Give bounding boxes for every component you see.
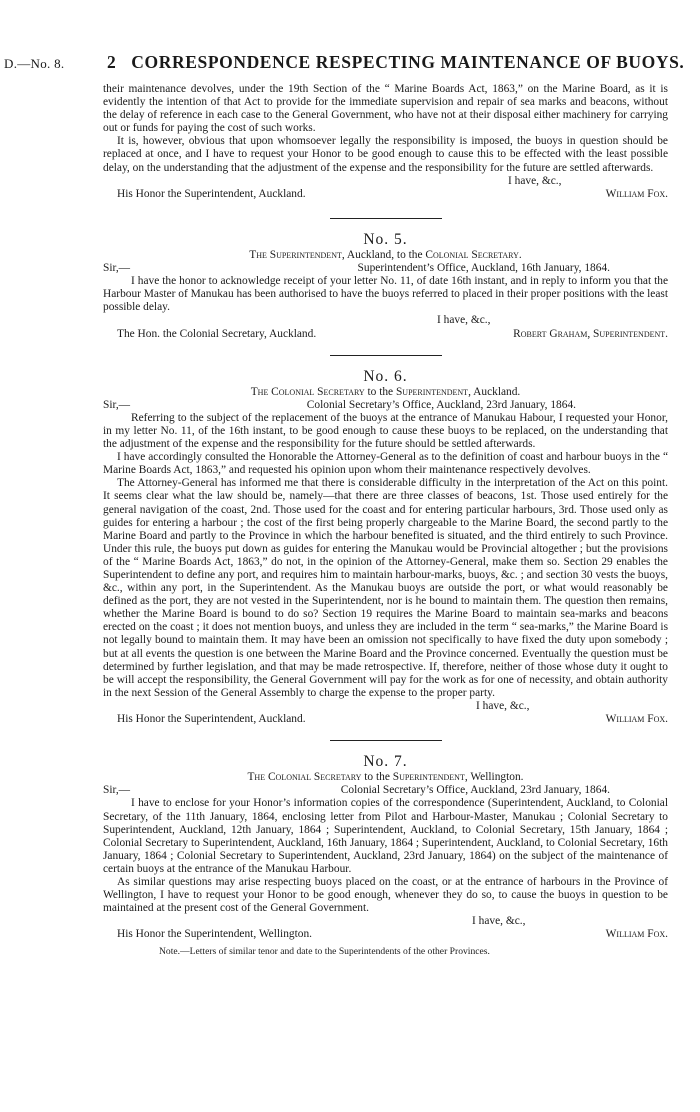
signature-line [103,328,668,341]
route-to: Colonial Secretary [425,248,519,261]
closing: I have, &c., [476,699,530,712]
addressee: The Hon. the Colonial Secretary, Auckland. [117,327,317,340]
title-text: CORRESPONDENCE RESPECTING MAINTENANCE OF BUOYS. [131,52,685,72]
letter-no-5 [103,230,668,341]
paragraph: It is, however, obvious that upon whomsoever legally the responsibility is imposed, the buoys in question should be replaced at once, and I have to request your Honor to be good enough to cause this to be effected with the least possible delay, on the understanding that the adjustment of the expense and the responsibility for the future are settled afterwards. [103,135,668,174]
route-mid: to the [364,385,396,398]
route-to: Superintendent [392,771,465,784]
addressee: His Honor the Superintendent, Auckland. [117,713,306,726]
route-mid: to the [361,771,393,784]
letter-number: No. 5. [363,230,408,248]
paragraph: I have to enclose for your Honor’s information copies of the correspondence (Superintendent, Auckland, to Colonial Secretary, of the 11th January, 1864, enclosing letter from Pilot and Harbour-Master, Manukau ; Colonial Secretary to Superintendent, Auckland, 12th January, 1864 ; Superintendent, Auckland, to Colonial Secretary, 15th January, 1864 ; Colonial Secretary to Superintendent, Auckland, 16th January, 1864 ; Superintendent, Auckland, to Colonial Secretary, 16th January, 1864 ; Colonial Secretary to Superintendent, Auckland, 23rd January, 1864) on the subject of the maintenance of certain buoys at the entrance of the Manukau Harbour. [103,797,668,875]
section-divider [330,740,442,741]
route-end: . [518,248,522,261]
paragraph: Referring to the subject of the replacement of the buoys at the entrance of Manukau Habour, I requested your Honor, in my letter No. 11, of the 16th instant, to be good enough to cause these buoys to be replaced, on the understanding that the adjustment of the expense and the responsibility for the future should be settled afterwards. [103,411,668,451]
page-number: 2 [107,52,117,72]
page-header [4,50,696,74]
signature-line [103,713,668,726]
signature: William Fox. [605,713,668,726]
paragraph: As similar questions may arise respecting buoys placed on the coast, or at the entrance of harbours in the Province of Wellington, I have to request your Honor to be good enough, whenever they do so, to cause the buoys in question to be maintained at the present cost of the General Government. [103,875,668,915]
closing-line [103,314,668,327]
letter-no-6 [103,367,668,727]
signature: William Fox. [605,187,668,200]
salutation-line [103,399,668,412]
addressee: His Honor the Superintendent, Auckland. [117,187,306,200]
closing: I have, &c., [508,174,562,187]
salutation: Sir,— [103,262,131,275]
addressee: His Honor the Superintendent, Wellington. [117,928,313,941]
salutation: Sir,— [103,784,131,797]
letter-route [103,386,668,399]
salutation-line [103,784,668,797]
salutation: Sir,— [103,398,131,411]
place-date: Colonial Secretary’s Office, Auckland, 23rd January, 1864. [340,784,610,797]
section-divider [330,355,442,356]
closing-line [103,915,668,928]
place-date: Superintendent’s Office, Auckland, 16th January, 1864. [357,262,610,275]
letter-no-7 [103,755,668,958]
paragraph: I have accordingly consulted the Honorable the Attorney-General as to the definition of coast and harbour buoys in the “ Marine Boards Act, 1863,” and requested his opinion upon whom their maintenance respectively devolves. [103,451,668,477]
intro-continuation [103,83,668,201]
closing-line [103,700,668,713]
letter-route [103,771,668,784]
route-to: Superintendent [395,385,469,398]
footnote: Note.—Letters of similar tenor and date to the Superintendents of the other Provinces. [159,946,490,958]
route-from: The Superintendent [249,248,342,261]
letter-route [103,249,668,262]
closing-line [103,175,668,188]
closing: I have, &c., [437,314,491,327]
section-divider [330,218,442,219]
letter-number: No. 6. [363,367,408,385]
paragraph: The Attorney-General has informed me that there is considerable difficulty in the interpretation of the Act on this point. It seems clear what the law should be, namely—that there are three classes of beacons, 1st. Those used entirely for the general navigation of the coast, 2nd. Those used for the coast and for entering particular harbours, 3rd. Those used only as guides for entering a harbour ; the cost of the first being properly chargeable to the Marine Board, the second partly to the Marine Board and partly to the Province in which the harbour benefited is situated, and the third entirely to such Province. Under this rule, the buoys put down as guides for entering the Manukau would be Provincial altogether ; but the provisions of the “ Marine Boards Act, 1863,” do not, in the opinion of the Attorney-General, make them so. Section 29 enables the Superintendent to define any port, and requires him to maintain harbour-marks, buoys, &c. ; and section 30 vests the buoys, &c., within any port, in the Superintendent. As the Manukau buoys are outside the port, or what would reasonably be defined as the port, they are not vested in the Superintendent, nor is he bound to maintain them. The question then remains, whether the Marine Board is bound to do so? Section 19 requires the Marine Board to maintain sea-marks and beacons erected on the coast ; it does not mention buoys, and unless they are included in the term “ sea-marks,” the Marine Board is not legally bound to maintain them. It may have been an omission not specifically to have fixed the duty upon somebody ; but at all events the question is one between the Marine Board and the Province concerned. Eventually the question must be determined by further legislation, and that may be made retrospective. If, therefore, neither of those whose duty it ought to be will accept the responsibility, the General Government will pay for the work as for one of necessity, and obtain authority in the next Session of the General Assembly to charge the expense to the proper party. [103,477,668,699]
paragraph: their maintenance devolves, under the 19th Section of the “ Marine Boards Act, 1863,” on the Marine Board, as it is evidently the intention of that Act to provide for the immediate supervision and repair of sea marks and beacons, without the delay of reference in each case to the General Government, who have not at their disposal either machinery for carrying out or funds for paying the cost of such works. [103,83,668,135]
document-body [103,83,668,959]
signature-line [103,928,668,941]
route-end: , Auckland. [468,385,521,398]
document-reference: D.—No. 8. [4,56,65,71]
route-from: The Colonial Secretary [247,771,362,784]
route-mid: , Auckland, to the [341,248,426,261]
route-end: , Wellington. [464,771,524,784]
salutation-line [103,262,668,275]
page-title [107,52,684,73]
closing: I have, &c., [472,915,526,928]
route-from: The Colonial Secretary [250,385,365,398]
paragraph: I have the honor to acknowledge receipt of your letter No. 11, of date 16th instant, and in reply to inform you that the Harbour Master of Manukau has been authorised to have the buoys referred to placed in their proper positions with the least possible delay. [103,275,668,314]
signature: Robert Graham, Superintendent. [513,327,668,340]
signature-line [103,188,668,201]
signature: William Fox. [605,928,668,941]
place-date: Colonial Secretary’s Office, Auckland, 23rd January, 1864. [306,398,576,411]
letter-number: No. 7. [363,753,408,771]
